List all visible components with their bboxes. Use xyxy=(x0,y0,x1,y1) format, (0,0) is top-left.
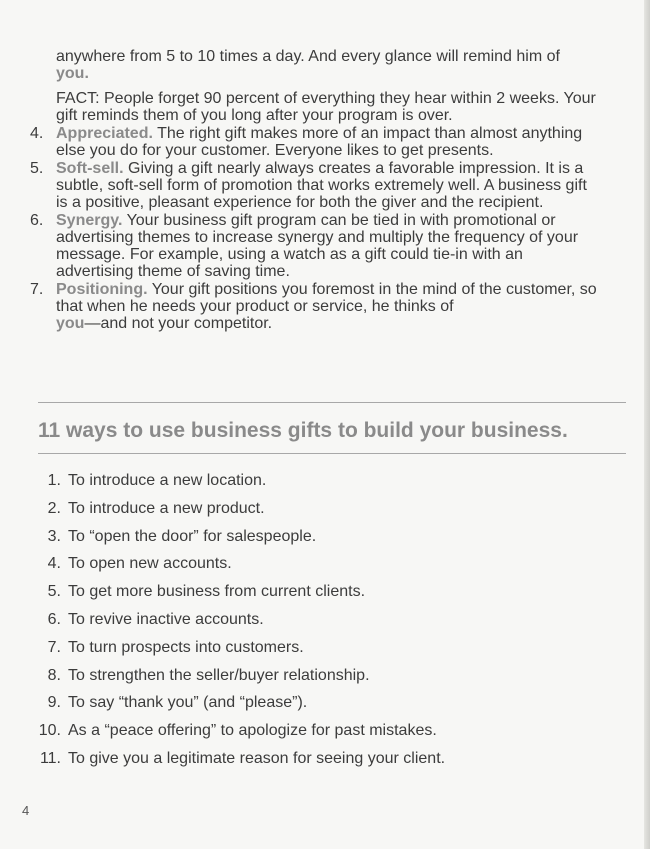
intro-emphasis: you. xyxy=(56,65,89,82)
fact-paragraph: FACT: People forget 90 percent of everything they hear within 2 weeks. Your gift reminds them of you long after your program is over. xyxy=(56,90,596,124)
way-item xyxy=(28,639,588,667)
benefit-text: Your business gift program can be tied in with promotional or advertising themes to increase synergy and multiply the frequency of your message. For example, using a watch as a gift could tie-in with an advertising theme of saving time. xyxy=(56,212,579,280)
page-number: 4 xyxy=(22,803,30,818)
benefit-tail: —and not your competitor. xyxy=(84,315,273,332)
benefit-item xyxy=(30,212,600,280)
way-text: To open new accounts. xyxy=(68,555,232,573)
benefit-item xyxy=(30,281,600,332)
intro-paragraph xyxy=(56,48,596,82)
way-item xyxy=(28,611,588,639)
benefit-item xyxy=(30,125,600,159)
intro-text xyxy=(56,48,596,124)
benefit-number: 6. xyxy=(30,212,44,229)
way-text: To revive inactive accounts. xyxy=(68,610,264,628)
way-item xyxy=(28,694,588,722)
way-item xyxy=(28,500,588,528)
benefit-emphasis: you xyxy=(56,315,85,332)
way-item xyxy=(28,722,588,750)
benefit-title: Positioning. xyxy=(56,281,148,298)
way-number: 8. xyxy=(47,666,61,684)
way-text: To say “thank you” (and “please”). xyxy=(68,694,308,712)
way-number: 7. xyxy=(47,638,61,656)
way-text: To introduce a new location. xyxy=(68,472,267,489)
benefit-number: 4. xyxy=(30,125,44,142)
way-item xyxy=(28,583,588,611)
way-number: 3. xyxy=(47,527,61,545)
way-item xyxy=(28,472,588,500)
benefit-number: 5. xyxy=(30,160,44,177)
benefit-title: Soft-sell. xyxy=(56,160,124,177)
way-number: 9. xyxy=(47,694,61,712)
benefit-title: Synergy. xyxy=(56,212,123,229)
way-text: To turn prospects into customers. xyxy=(68,638,304,656)
benefit-text: Your gift positions you foremost in the mind of the customer, so that when he needs your product or service, he thinks of xyxy=(56,281,597,315)
benefit-number: 7. xyxy=(30,281,44,298)
way-item xyxy=(28,750,588,778)
way-number: 11. xyxy=(39,749,61,767)
way-text: To “open the door” for salespeople. xyxy=(68,527,317,545)
benefit-title: Appreciated. xyxy=(56,125,153,142)
way-number: 5. xyxy=(47,583,61,601)
way-item xyxy=(28,667,588,695)
way-number: 1. xyxy=(47,472,61,489)
way-number: 4. xyxy=(47,555,61,573)
section-rule-bottom xyxy=(38,453,626,454)
ways-list xyxy=(28,472,588,778)
way-text: To introduce a new product. xyxy=(68,499,265,517)
way-number: 10. xyxy=(38,722,61,740)
benefits-list xyxy=(30,125,600,333)
way-text: To strengthen the seller/buyer relationship. xyxy=(68,666,370,684)
way-number: 2. xyxy=(47,499,61,517)
benefit-text: The right gift makes more of an impact than almost anything else you do for your customer. Everyone likes to get presents. xyxy=(56,125,583,159)
way-item xyxy=(28,555,588,583)
way-item xyxy=(28,528,588,556)
benefit-item xyxy=(30,160,600,211)
way-text: To get more business from current clients. xyxy=(68,583,366,601)
intro-line: anywhere from 5 to 10 times a day. And every glance will remind him of xyxy=(56,48,560,65)
section-rule-top xyxy=(38,402,626,403)
benefit-text: Giving a gift nearly always creates a favorable impression. It is a subtle, soft-sell form of promotion that works extremely well. A business gift is a positive, pleasant experience for both the giver and the recipient. xyxy=(56,160,587,211)
section-heading: 11 ways to use business gifts to build your business. xyxy=(38,419,568,442)
way-text: To give you a legitimate reason for seeing your client. xyxy=(68,749,446,767)
page-edge xyxy=(644,0,650,849)
way-text: As a “peace offering” to apologize for past mistakes. xyxy=(68,722,437,740)
way-number: 6. xyxy=(47,610,61,628)
